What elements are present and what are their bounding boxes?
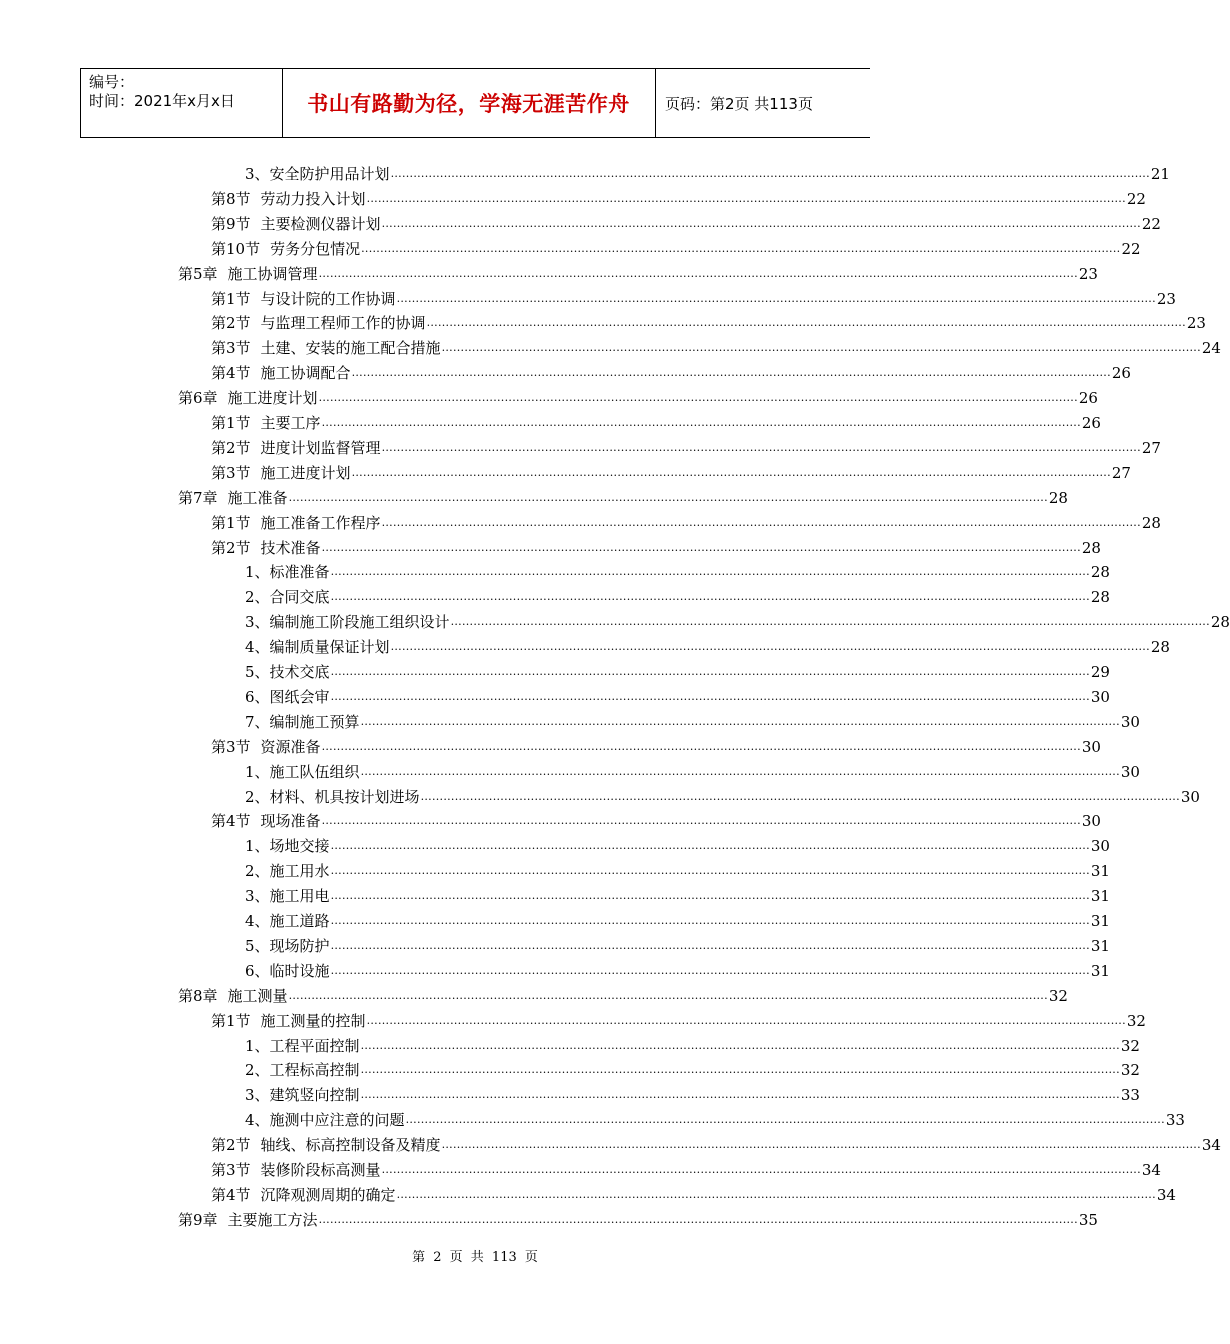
toc-entry[interactable] xyxy=(178,258,1098,283)
toc-entry[interactable] xyxy=(211,357,1131,383)
toc-entry-title: 编制施工阶段施工组织设计 xyxy=(269,613,450,632)
toc-entry-title: 劳务分包情况 xyxy=(270,239,361,258)
toc-entry[interactable] xyxy=(211,332,1221,358)
toc-entry-page: 28 xyxy=(1150,638,1170,657)
toc-entry-number: 第3节 xyxy=(211,463,251,482)
toc-dot-leader: ........................................................................................................................................................................................................ xyxy=(396,1187,1156,1201)
toc-entry-number: 第9节 xyxy=(211,214,251,233)
toc-dot-leader: ........................................................................................................................................................................................................ xyxy=(390,167,1150,180)
toc-entry-page: 30 xyxy=(1180,787,1200,806)
toc-dot-leader: ........................................................................................................................................................................................................ xyxy=(318,266,1078,280)
toc-entry[interactable] xyxy=(245,631,1170,657)
header-motto: 书山有路勤为径，学海无涯苦作舟 xyxy=(307,92,630,116)
toc-dot-leader: ........................................................................................................................................................................................................ xyxy=(381,216,1141,230)
header-number: 编号： xyxy=(89,73,135,91)
header-page-code: 页码：第2页 共113页 xyxy=(665,94,813,113)
toc-entry-page: 35 xyxy=(1078,1210,1098,1229)
toc-dot-leader: ........................................................................................................................................................................................................ xyxy=(330,963,1090,977)
toc-entry[interactable] xyxy=(245,681,1110,706)
toc-dot-leader: ........................................................................................................................................................................................................ xyxy=(330,665,1090,678)
toc-entry[interactable] xyxy=(245,930,1110,955)
toc-entry[interactable] xyxy=(245,1054,1140,1080)
toc-entry-number: 第1节 xyxy=(211,1011,251,1030)
toc-dot-leader: ........................................................................................................................................................................................................ xyxy=(360,1063,1120,1077)
toc-entry-number: 4、 xyxy=(245,912,270,930)
toc-entry[interactable] xyxy=(178,382,1098,408)
toc-entry-number: 第2节 xyxy=(211,538,251,557)
toc-entry-title: 主要检测仪器计划 xyxy=(260,214,381,233)
toc-entry-page: 34 xyxy=(1156,1185,1176,1204)
toc-dot-leader: ........................................................................................................................................................................................................ xyxy=(426,316,1186,330)
toc-entry-number: 第9章 xyxy=(178,1210,218,1229)
toc-entry-title: 施工协调管理 xyxy=(227,264,318,283)
toc-dot-leader: ........................................................................................................................................................................................................ xyxy=(360,764,1120,778)
toc-entry-number: 第3节 xyxy=(211,1161,251,1179)
toc-entry-title: 与监理工程师工作的协调 xyxy=(260,314,426,333)
toc-entry-number: 第1节 xyxy=(211,414,251,432)
toc-entry-title: 进度计划监督管理 xyxy=(260,438,381,457)
toc-entry-page: 31 xyxy=(1090,887,1110,906)
toc-dot-leader: ........................................................................................................................................................................................................ xyxy=(330,590,1090,604)
toc-entry-number: 第4节 xyxy=(211,1185,251,1204)
toc-entry-page: 29 xyxy=(1090,663,1110,681)
toc-dot-leader: ........................................................................................................................................................................................................ xyxy=(330,839,1090,853)
toc-entry-number: 第3节 xyxy=(211,737,251,756)
toc-dot-leader: ........................................................................................................................................................................................................ xyxy=(366,191,1126,205)
toc-entry-title: 与设计院的工作协调 xyxy=(260,289,396,308)
toc-dot-leader: ........................................................................................................................................................................................................ xyxy=(318,391,1078,405)
toc-entry-number: 2、 xyxy=(245,588,270,607)
toc-entry-page: 33 xyxy=(1120,1086,1140,1105)
toc-entry[interactable] xyxy=(178,482,1068,507)
toc-entry-number: 第8节 xyxy=(211,189,251,208)
toc-entry-title: 施工测量的控制 xyxy=(260,1011,366,1030)
toc-entry-title: 现场准备 xyxy=(260,812,321,831)
toc-entry-title: 安全防护用品计划 xyxy=(269,165,390,183)
toc-dot-leader: ........................................................................................................................................................................................................ xyxy=(321,739,1081,753)
toc-entry-page: 30 xyxy=(1090,687,1110,706)
toc-dot-leader: ........................................................................................................................................................................................................ xyxy=(351,465,1111,479)
toc-entry-number: 1、 xyxy=(245,563,270,582)
toc-dot-leader: ........................................................................................................................................................................................................ xyxy=(318,1212,1078,1226)
toc-entry-page: 32 xyxy=(1126,1011,1146,1030)
toc-entry[interactable] xyxy=(245,606,1230,632)
toc-entry-number: 第6章 xyxy=(178,389,218,408)
toc-entry-page: 27 xyxy=(1111,463,1131,482)
toc-entry[interactable] xyxy=(211,532,1101,557)
toc-dot-leader: ........................................................................................................................................................................................................ xyxy=(330,864,1090,878)
toc-entry-page: 30 xyxy=(1120,712,1140,731)
toc-entry-title: 施测中应注意的问题 xyxy=(269,1111,405,1130)
toc-entry-number: 第3节 xyxy=(211,339,251,358)
toc-entry[interactable] xyxy=(245,706,1140,731)
toc-entry-number: 1、 xyxy=(245,837,270,856)
toc-entry[interactable] xyxy=(211,507,1161,532)
toc-entry-number: 4、 xyxy=(245,1111,270,1130)
toc-entry-page: 28 xyxy=(1048,488,1068,507)
toc-entry[interactable] xyxy=(245,756,1140,781)
toc-dot-leader: ........................................................................................................................................................................................................ xyxy=(330,938,1090,952)
toc-entry-title: 工程平面控制 xyxy=(269,1036,360,1055)
toc-entry-title: 施工准备 xyxy=(227,488,288,507)
document-header xyxy=(80,68,870,138)
toc-entry-number: 3、 xyxy=(245,165,270,183)
toc-entry-page: 28 xyxy=(1081,538,1101,557)
toc-entry-page: 23 xyxy=(1156,289,1176,308)
toc-entry[interactable] xyxy=(245,158,1170,183)
toc-dot-leader: ........................................................................................................................................................................................................ xyxy=(330,914,1090,927)
toc-entry-page: 24 xyxy=(1201,339,1221,358)
toc-entry[interactable] xyxy=(211,1129,1221,1155)
toc-entry[interactable] xyxy=(245,781,1200,806)
toc-entry-page: 31 xyxy=(1090,961,1110,980)
toc-entry[interactable] xyxy=(211,432,1161,457)
toc-entry-number: 3、 xyxy=(245,613,270,632)
toc-dot-leader: ........................................................................................................................................................................................................ xyxy=(351,366,1111,380)
toc-dot-leader: ........................................................................................................................................................................................................ xyxy=(321,540,1081,554)
toc-entry-page: 31 xyxy=(1090,912,1110,930)
toc-entry-page: 30 xyxy=(1081,812,1101,831)
toc-entry-title: 标准准备 xyxy=(269,563,330,582)
toc-entry-page: 34 xyxy=(1201,1136,1221,1155)
toc-entry-title: 工程标高控制 xyxy=(269,1061,360,1080)
toc-dot-leader: ........................................................................................................................................................................................................ xyxy=(396,291,1156,305)
toc-entry-number: 第10节 xyxy=(211,239,261,258)
toc-entry[interactable] xyxy=(245,1104,1185,1130)
toc-entry-title: 编制质量保证计划 xyxy=(269,638,390,657)
toc-entry-number: 4、 xyxy=(245,638,270,657)
toc-entry[interactable] xyxy=(211,208,1161,233)
toc-dot-leader: ........................................................................................................................................................................................................ xyxy=(441,341,1201,355)
toc-entry-number: 第4节 xyxy=(211,812,251,831)
toc-entry-page: 30 xyxy=(1120,762,1140,781)
toc-dot-leader: ........................................................................................................................................................................................................ xyxy=(366,1013,1126,1027)
toc-entry[interactable] xyxy=(211,183,1146,208)
toc-entry[interactable] xyxy=(211,407,1101,432)
toc-entry[interactable] xyxy=(245,830,1110,856)
toc-entry-number: 第2节 xyxy=(211,438,251,457)
toc-entry[interactable] xyxy=(178,1204,1098,1229)
toc-entry-title: 土建、安装的施工配合措施 xyxy=(260,339,441,358)
toc-entry-number: 第8章 xyxy=(178,986,218,1005)
toc-entry-title: 合同交底 xyxy=(269,588,330,607)
toc-dot-leader: ........................................................................................................................................................................................................ xyxy=(288,988,1048,1002)
toc-entry-title: 资源准备 xyxy=(260,737,321,756)
toc-dot-leader: ........................................................................................................................................................................................................ xyxy=(360,1088,1120,1102)
toc-entry-number: 6、 xyxy=(245,687,270,706)
page-footer: 第 2 页 共 113 页 xyxy=(412,1250,538,1265)
toc-dot-leader: ........................................................................................................................................................................................................ xyxy=(441,1138,1201,1152)
toc-entry[interactable] xyxy=(211,1179,1176,1204)
header-divider-2 xyxy=(655,69,656,137)
toc-entry-page: 22 xyxy=(1126,189,1146,208)
toc-entry-title: 场地交接 xyxy=(269,837,330,856)
toc-entry-title: 主要施工方法 xyxy=(227,1210,318,1229)
toc-entry-number: 第7章 xyxy=(178,488,218,507)
toc-entry-title: 材料、机具按计划进场 xyxy=(269,787,420,806)
toc-entry-page: 28 xyxy=(1090,588,1110,607)
toc-entry-page: 30 xyxy=(1081,737,1101,756)
header-meta xyxy=(89,73,235,111)
toc-dot-leader: ........................................................................................................................................................................................................ xyxy=(381,1163,1141,1176)
toc-entry[interactable] xyxy=(211,307,1206,333)
toc-entry-title: 临时设施 xyxy=(269,961,330,980)
toc-entry-title: 技术准备 xyxy=(260,538,321,557)
toc-entry-page: 27 xyxy=(1141,438,1161,457)
toc-entry-number: 第5章 xyxy=(178,264,218,283)
toc-entry[interactable] xyxy=(245,656,1110,681)
toc-entry[interactable] xyxy=(211,457,1131,482)
toc-entry[interactable] xyxy=(245,855,1110,881)
toc-entry[interactable] xyxy=(245,556,1110,582)
toc-entry-page: 26 xyxy=(1078,389,1098,408)
toc-entry-number: 5、 xyxy=(245,936,270,955)
toc-entry-number: 5、 xyxy=(245,663,270,681)
toc-entry[interactable] xyxy=(211,283,1176,308)
toc-entry-title: 施工进度计划 xyxy=(260,463,351,482)
toc-entry-page: 26 xyxy=(1111,364,1131,383)
toc-entry-title: 编制施工预算 xyxy=(269,712,360,731)
toc-entry[interactable] xyxy=(211,805,1101,831)
toc-entry-title: 主要工序 xyxy=(260,414,321,432)
toc-dot-leader: ........................................................................................................................................................................................................ xyxy=(330,889,1090,903)
toc-dot-leader: ........................................................................................................................................................................................................ xyxy=(288,490,1048,504)
toc-dot-leader: ........................................................................................................................................................................................................ xyxy=(360,1038,1120,1052)
toc-entry-page: 31 xyxy=(1090,936,1110,955)
toc-dot-leader: ........................................................................................................................................................................................................ xyxy=(330,565,1090,579)
toc-entry[interactable] xyxy=(178,980,1068,1005)
toc-entry-page: 23 xyxy=(1186,314,1206,333)
toc-entry-title: 建筑竖向控制 xyxy=(269,1086,360,1105)
toc-entry-page: 31 xyxy=(1090,862,1110,881)
toc-entry-page: 28 xyxy=(1141,513,1161,532)
toc-entry-page: 32 xyxy=(1048,986,1068,1005)
toc-dot-leader: ........................................................................................................................................................................................................ xyxy=(321,814,1081,828)
toc-entry-number: 3、 xyxy=(245,1086,270,1105)
toc-entry-page: 34 xyxy=(1141,1161,1161,1179)
toc-entry[interactable] xyxy=(245,880,1110,906)
toc-entry-title: 施工进度计划 xyxy=(227,389,318,408)
toc-entry-title: 技术交底 xyxy=(269,663,330,681)
toc-entry-title: 施工道路 xyxy=(269,912,330,930)
toc-dot-leader: ........................................................................................................................................................................................................ xyxy=(381,440,1141,454)
toc-entry-number: 第2节 xyxy=(211,314,251,333)
toc-entry-number: 2、 xyxy=(245,862,270,881)
toc-dot-leader: ........................................................................................................................................................................................................ xyxy=(321,416,1081,429)
header-border-left xyxy=(80,69,81,137)
toc-entry-page: 33 xyxy=(1165,1111,1185,1130)
toc-entry-number: 2、 xyxy=(245,1061,270,1080)
toc-entry-page: 21 xyxy=(1150,165,1170,183)
toc-entry-title: 施工用水 xyxy=(269,862,330,881)
toc-dot-leader: ........................................................................................................................................................................................................ xyxy=(420,789,1180,803)
toc-entry-title: 图纸会审 xyxy=(269,687,330,706)
toc-entry-number: 1、 xyxy=(245,1036,270,1055)
toc-dot-leader: ........................................................................................................................................................................................................ xyxy=(405,1113,1165,1127)
toc-entry-title: 施工队伍组织 xyxy=(269,762,360,781)
toc-entry-number: 第2节 xyxy=(211,1136,251,1155)
toc-entry[interactable] xyxy=(245,1079,1140,1105)
toc-dot-leader: ........................................................................................................................................................................................................ xyxy=(330,689,1090,703)
toc-dot-leader: ........................................................................................................................................................................................................ xyxy=(381,515,1141,529)
toc-entry-page: 30 xyxy=(1090,837,1110,856)
toc-entry-page: 28 xyxy=(1090,563,1110,582)
header-time: 时间：2021年x月x日 xyxy=(89,92,235,110)
toc-entry-title: 施工准备工作程序 xyxy=(260,513,381,532)
toc-dot-leader: ........................................................................................................................................................................................................ xyxy=(390,640,1150,654)
toc-entry-title: 施工测量 xyxy=(227,986,288,1005)
toc-dot-leader: ........................................................................................................................................................................................................ xyxy=(360,714,1120,728)
toc-entry[interactable] xyxy=(245,1030,1140,1055)
toc-entry-page: 26 xyxy=(1081,414,1101,432)
toc-entry[interactable] xyxy=(211,1005,1146,1030)
toc-dot-leader: ........................................................................................................................................................................................................ xyxy=(361,241,1121,255)
toc-entry-number: 3、 xyxy=(245,887,270,906)
toc-entry[interactable] xyxy=(211,731,1101,756)
toc-dot-leader: ........................................................................................................................................................................................................ xyxy=(450,615,1210,629)
toc-entry-title: 装修阶段标高测量 xyxy=(260,1161,381,1179)
toc-entry-number: 第1节 xyxy=(211,289,251,308)
toc-entry[interactable] xyxy=(245,955,1110,980)
toc-entry-page: 32 xyxy=(1120,1061,1140,1080)
toc-entry-number: 1、 xyxy=(245,762,270,781)
toc-entry-number: 2、 xyxy=(245,787,270,806)
toc-entry[interactable] xyxy=(211,233,1141,258)
toc-entry-page: 22 xyxy=(1141,214,1161,233)
toc-entry-title: 施工协调配合 xyxy=(260,364,351,383)
toc-entry[interactable] xyxy=(211,1154,1161,1179)
toc-entry-number: 第1节 xyxy=(211,513,251,532)
toc-entry-number: 6、 xyxy=(245,961,270,980)
toc-entry[interactable] xyxy=(245,581,1110,607)
toc-entry-page: 32 xyxy=(1120,1036,1140,1055)
toc-entry-number: 7、 xyxy=(245,712,270,731)
toc-entry-title: 施工用电 xyxy=(269,887,330,906)
toc-entry[interactable] xyxy=(245,905,1110,930)
toc-entry-page: 28 xyxy=(1210,613,1230,632)
toc-entry-title: 沉降观测周期的确定 xyxy=(260,1185,396,1204)
toc-entry-page: 23 xyxy=(1078,264,1098,283)
toc-entry-number: 第4节 xyxy=(211,364,251,383)
toc-entry-page: 22 xyxy=(1121,239,1141,258)
toc-entry-title: 轴线、标高控制设备及精度 xyxy=(260,1136,441,1155)
toc-entry-title: 劳动力投入计划 xyxy=(260,189,366,208)
toc-entry-title: 现场防护 xyxy=(269,936,330,955)
